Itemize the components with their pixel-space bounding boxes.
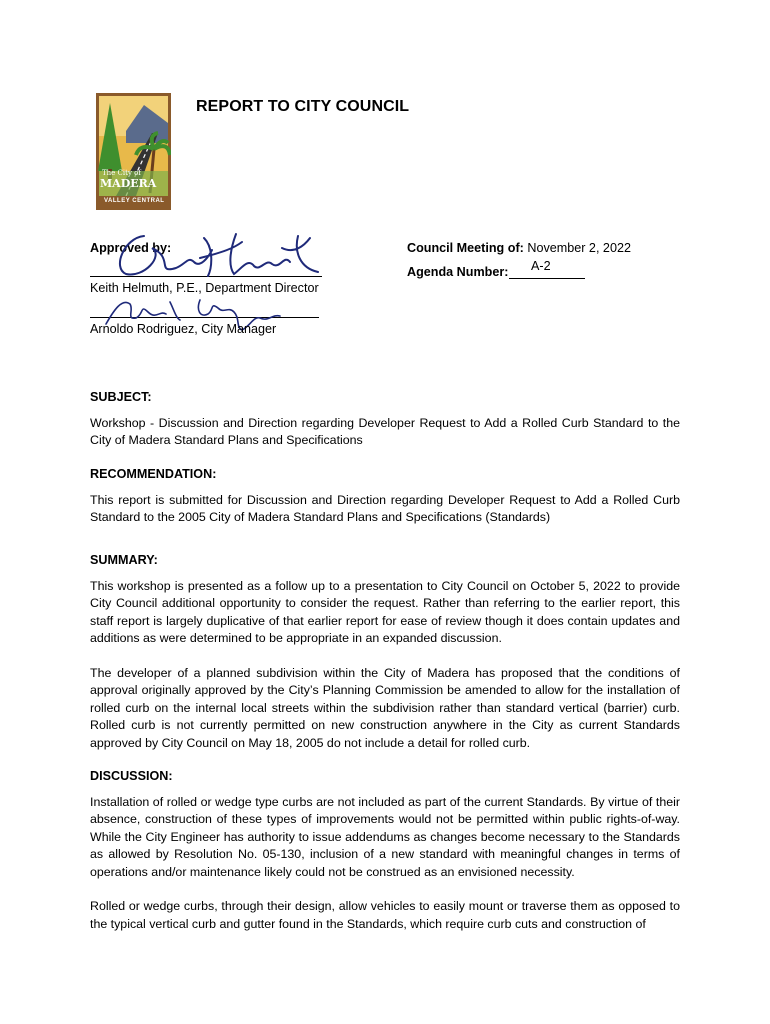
discussion-section: [90, 768, 680, 933]
recommendation-text: This report is submitted for Discussion and Direction regarding Developer Request to Add a Rolled Curb Standard to the 2005 City of Madera Standard Plans and Specifications (Standards): [90, 492, 680, 524]
summary-heading: SUMMARY:: [90, 553, 158, 567]
director-signature: [104, 228, 334, 280]
approved-by-label: Approved by:: [90, 241, 172, 255]
subject-text: Workshop - Discussion and Direction regarding Developer Request to Add a Rolled Curb Standard to the City of Madera Standard Plans and Specifications: [90, 415, 680, 447]
logo-text-valley-central: VALLEY CENTRAL: [104, 198, 165, 204]
discussion-paragraph-1: Installation of rolled or wedge type curbs are not included as part of the current Standards. By virtue of their absence, construction of these types of improvements would not be permitted within public rights-of-way. While the City Engineer has authority to issue addendums as changes become necessary to the Standards as allowed by Resolution No. 05-130, inclusion of a new standard with meaningful changes in terms of operations and/or maintenance likely could not be construed as an envisioned necessity.: [90, 794, 680, 879]
council-meeting-row: [407, 241, 631, 255]
recommendation-section: [90, 466, 680, 527]
manager-name-title: Arnoldo Rodriguez, City Manager: [90, 322, 277, 336]
council-meeting-label: Council Meeting of:: [407, 241, 524, 255]
subject-heading: SUBJECT:: [90, 390, 152, 404]
report-title: REPORT TO CITY COUNCIL: [196, 98, 410, 115]
summary-paragraph-1: This workshop is presented as a follow up to a presentation to City Council on October 5, 2022 to provide City Council additional opportunity to consider the request. Rather than referring to the earlier report, this staff report is largely duplicative of that earlier report for ease of review though it does contain updates and additions as were determined to be appropriate in an expanded discussion.: [90, 578, 680, 645]
logo-text-madera: MADERA: [100, 177, 157, 190]
subject-section: [90, 389, 680, 450]
discussion-paragraph-2: Rolled or wedge curbs, through their design, allow vehicles to easily mount or traverse them as opposed to the typical vertical curb and gutter found in the Standards, which require curb cuts and construction of: [90, 899, 680, 931]
logo-text-the-city-of: The City of: [102, 169, 141, 177]
agenda-number-value: A-2: [531, 259, 551, 273]
agenda-number-label: Agenda Number:: [407, 265, 509, 279]
director-name-title: Keith Helmuth, P.E., Department Director: [90, 281, 319, 295]
city-of-madera-logo: [96, 93, 171, 210]
council-meeting-date: November 2, 2022: [527, 241, 631, 255]
summary-section: [90, 552, 680, 752]
recommendation-heading: RECOMMENDATION:: [90, 467, 217, 481]
discussion-heading: DISCUSSION:: [90, 769, 173, 783]
summary-paragraph-2: The developer of a planned subdivision within the City of Madera has proposed that the conditions of approval originally approved by the City’s Planning Commission be amended to allow for the installation of rolled curb on the internal local streets within the subdivision rather than standard vertical (barrier) curb. Rolled curb is not currently permitted on new construction anywhere in the City as current Standards approved by City Council on May 18, 2005 do not include a detail for rolled curb.: [90, 665, 680, 750]
